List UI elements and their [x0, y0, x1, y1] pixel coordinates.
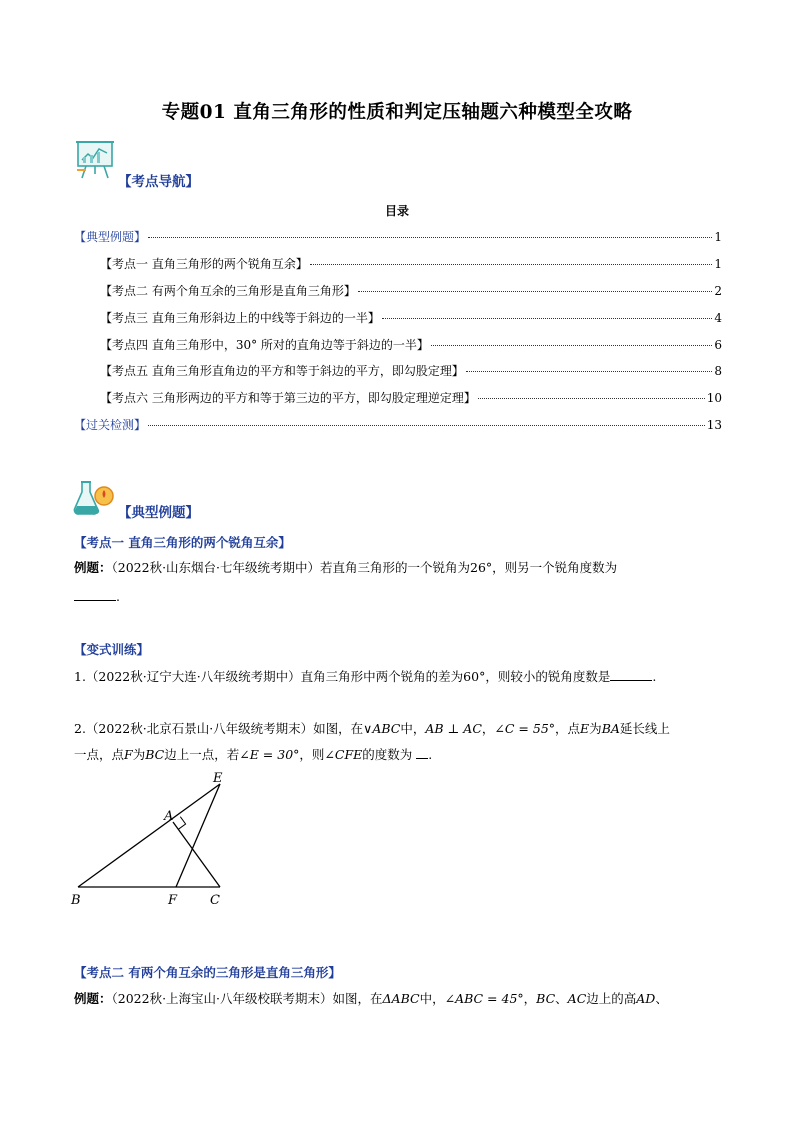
q2-math: E — [580, 721, 590, 736]
answer-blank[interactable] — [74, 588, 116, 601]
example-label: 例题： — [74, 560, 112, 575]
q2-text: 2.（2022秋·北京石景山·八年级统考期末）如图，在∨ — [74, 721, 373, 736]
q2-math: ∠C = 55° — [494, 721, 556, 736]
toc-leader — [358, 291, 713, 292]
example-text: 、 — [555, 991, 568, 1006]
q2-text: 为 — [589, 721, 602, 736]
toc-entry-page: 8 — [714, 364, 722, 378]
q2-text: 的度数为 — [362, 747, 413, 762]
toc-entry-page: 1 — [714, 257, 722, 271]
triangle-figure — [66, 770, 236, 910]
kp1-heading: 【考点一 直角三角形的两个锐角互余】 — [74, 535, 291, 550]
period: . — [652, 669, 657, 684]
kp2-heading: 【考点二 有两个角互余的三角形是直角三角形】 — [74, 965, 341, 980]
toc-leader — [148, 425, 705, 426]
example-text: 中， — [419, 991, 445, 1006]
toc-entry-kp2[interactable] — [100, 282, 722, 300]
example-text: ， — [523, 991, 537, 1006]
toc-entry-label: 【考点五 直角三角形直角边的平方和等于斜边的平方，即勾股定理】 — [100, 364, 464, 378]
toc-leader — [431, 345, 712, 346]
period: . — [116, 589, 120, 604]
q2-text: ， — [481, 721, 495, 736]
q2-math: ∠E = 30° — [239, 747, 300, 762]
question-text: 1.（2022秋·辽宁大连·八年级统考期中）直角三角形中两个锐角的差为60°，则较小的锐角度数是 — [74, 669, 611, 684]
example-text: 边上的高 — [586, 991, 637, 1006]
toc-leader — [382, 318, 713, 319]
toc-entry-kp4[interactable] — [100, 336, 722, 354]
toc-entry-review[interactable] — [74, 416, 722, 434]
toc-entry-page: 4 — [714, 311, 722, 325]
example-text: （2022秋·上海宝山·八年级校联考期末）如图，在 — [111, 991, 383, 1006]
toc-leader — [310, 264, 713, 265]
examples-heading: 【典型例题】 — [118, 505, 199, 521]
period: . — [428, 747, 433, 762]
q2-math: ∠CFE — [324, 747, 363, 762]
toc-leader — [466, 371, 713, 372]
label-A: A — [164, 809, 174, 824]
q2-math: AB ⊥ AC — [425, 721, 482, 736]
q2-math: BC — [145, 747, 165, 762]
nav-heading: 【考点导航】 — [118, 174, 199, 190]
example-text: （2022秋·山东烟台·七年级统考期中）若直角三角形的一个锐角为26°，则另一个锐角度数为 — [111, 560, 618, 575]
kp1-answer-line — [74, 588, 120, 606]
toc-entry-label: 【考点二 有两个角互余的三角形是直角三角形】 — [100, 284, 356, 298]
example-math: ΔABC — [382, 991, 420, 1006]
label-B: B — [71, 893, 81, 908]
toc-entry-label: 【考点四 直角三角形中，30° 所对的直角边等于斜边的一半】 — [100, 338, 429, 352]
q2-math: ABC — [372, 721, 401, 736]
q2-math: F — [124, 747, 133, 762]
label-C: C — [210, 893, 220, 908]
example-label: 例题： — [74, 991, 112, 1006]
toc-entry-label: 【考点三 直角三角形斜边上的中线等于斜边的一半】 — [100, 311, 380, 325]
q2-text: 边上一点，若 — [164, 747, 240, 762]
kp1-example — [74, 559, 734, 577]
toc-entry-page: 6 — [714, 338, 722, 352]
toc-entry-kp1[interactable] — [100, 255, 722, 273]
toc-entry-page: 13 — [706, 418, 722, 432]
q2-text: 一点，点 — [74, 747, 125, 762]
q2-text: ，则 — [299, 747, 325, 762]
variation-heading: 【变式训练】 — [74, 642, 150, 657]
toc-entry-label: 【考点六 三角形两边的平方和等于第三边的平方，即勾股定理逆定理】 — [100, 391, 476, 405]
toc-entry-kp5[interactable] — [100, 362, 722, 380]
example-math: AD — [636, 991, 656, 1006]
toc-leader — [478, 398, 705, 399]
toc-entry-page: 10 — [706, 391, 722, 405]
toc-leader — [148, 237, 712, 238]
example-text: 、 — [655, 991, 668, 1006]
toc-entry-examples[interactable] — [74, 228, 722, 246]
example-math: AC — [567, 991, 587, 1006]
label-E: E — [213, 771, 223, 786]
q2-text: ，点 — [555, 721, 581, 736]
kp2-example — [74, 990, 736, 1008]
question-2-line1 — [74, 720, 734, 738]
example-math: ∠ABC = 45° — [444, 991, 524, 1006]
example-math: BC — [536, 991, 556, 1006]
easel-chart-icon — [74, 138, 120, 182]
flask-icon — [72, 476, 118, 520]
answer-blank[interactable] — [610, 668, 652, 681]
page-title: 专题01 直角三角形的性质和判定压轴题六种模型全攻略 — [161, 102, 633, 123]
toc-entry-label: 【过关检测】 — [74, 418, 147, 432]
label-F: F — [168, 893, 178, 908]
answer-blank[interactable] — [416, 746, 428, 759]
toc-entry-label: 【考点一 直角三角形的两个锐角互余】 — [100, 257, 308, 271]
toc-entry-page: 1 — [714, 230, 722, 244]
toc-entry-page: 2 — [714, 284, 722, 298]
toc-heading: 目录 — [384, 204, 409, 218]
question-1 — [74, 668, 734, 686]
question-2-line2 — [74, 746, 734, 764]
right-angle-mark — [178, 817, 185, 830]
q2-text: 延长线上 — [619, 721, 670, 736]
q2-math: BA — [601, 721, 620, 736]
q2-text: 中， — [400, 721, 426, 736]
toc-entry-label: 【典型例题】 — [74, 230, 147, 244]
toc-entry-kp6[interactable] — [100, 389, 722, 407]
toc-entry-kp3[interactable] — [100, 309, 722, 327]
q2-text: 为 — [132, 747, 146, 762]
